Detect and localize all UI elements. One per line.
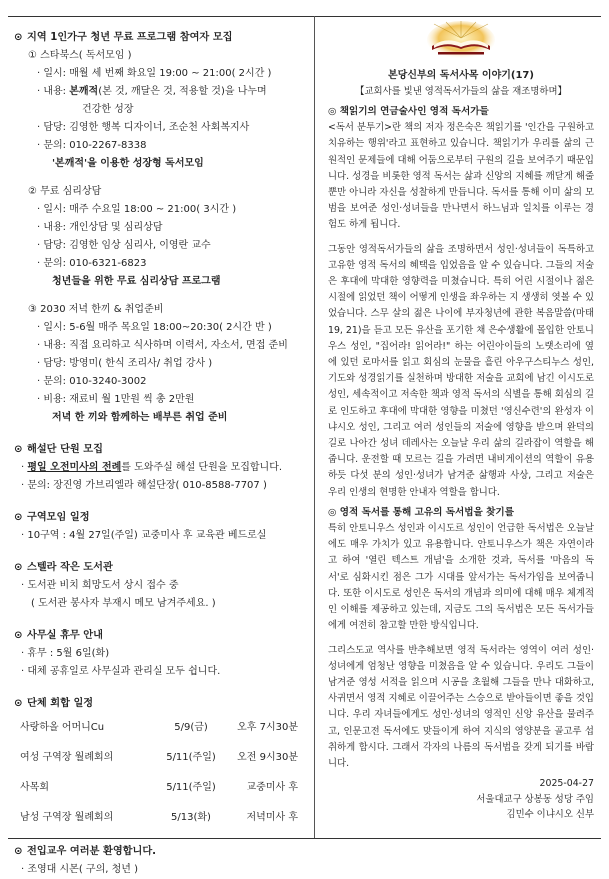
program-2-slogan: 청년들을 위한 무료 심리상담 프로그램 [52, 276, 221, 287]
meeting-time: 오후 7시30분 [237, 722, 298, 733]
section-youth-program-title: ⊙ 지역 1인가구 청년 무료 프로그램 참여자 모집 [14, 32, 233, 43]
meeting-date: 5/9(금) [174, 722, 208, 733]
program-2-time: · 일시: 매주 수요일 18:00 ~ 21:00( 3시간 ) [37, 204, 237, 215]
program-1-time: · 일시: 매월 세 번째 화요일 19:00 ~ 21:00( 2시간 ) [37, 68, 272, 79]
signature-date: 2025-04-27 [539, 778, 594, 790]
program-2-name: ② 무료 심리상담 [28, 186, 102, 197]
signature-block [328, 776, 594, 823]
column-subtitle: 【교회사를 빛낸 영적독서가들의 삶을 재조명하며】 [355, 86, 567, 97]
program-1-contact: · 문의: 010-2267-8338 [37, 140, 147, 151]
meeting-date: 5/11(주일) [166, 752, 216, 763]
meeting-name: 여성 구역장 월례회의 [20, 752, 114, 763]
program-1-name: ① 스타북스( 독서모임 ) [28, 50, 132, 61]
signature-church: 서울대교구 상봉동 성당 주임 [476, 793, 594, 805]
meeting-time: 교중미사 후 [246, 782, 298, 793]
program-1-slogan: '본깨적'을 이용한 성장형 독서모임 [52, 158, 204, 169]
section-office-closed-title: ⊙ 사무실 휴무 안내 [14, 630, 103, 641]
column-heading-2: ◎ 영적 독서를 통해 고유의 독서법을 찾기를 [328, 506, 514, 518]
column-paragraph-1: <독서 분투기>란 책의 저자 정은숙은 책읽기를 '인간을 구원하고 치유하는 행위'라고 표현하고 있습니다. 책읽기가 우리를 삶의 근원적인 문제들에 대해 어둠으로부터 구원의 길을 보여주기 때문입니다. 성경을 비롯한 영적 독서는 삶과 신앙의 지혜를 깨닫게 해줄 뿐만 아니라 자신을 성찰하게 만듭니다. 독서를 통해 이미 삶의 모범을 보여준 성인·성녀들을 만나면서 하느님과 일치를 이루는 경험도 하게 됩니다. [328, 122, 594, 231]
signature-author: 김민수 이냐시오 신부 [506, 809, 594, 821]
commentator-line-1: · 평일 오전미사의 전례를 도와주실 해설 단원을 모집합니다. [21, 462, 283, 473]
program-2-content: · 내용: 개인상담 및 심리상담 [37, 222, 163, 233]
commentator-contact: · 문의: 장진영 가브리엘라 해설단장( 010-8588-7707 ) [21, 480, 267, 491]
program-3-slogan: 저녁 한 끼와 함께하는 배부른 취업 준비 [52, 412, 228, 423]
right-column [328, 20, 594, 823]
program-3-name: ③ 2030 저녁 한끼 & 취업준비 [28, 304, 164, 315]
program-1-content: · 내용: 본깨적(본 것, 깨달은 것, 적용할 것)을 나누며 [37, 86, 267, 97]
table-row [20, 773, 298, 803]
program-3-contact: · 문의: 010-3240-3002 [37, 376, 147, 387]
column-paragraph-4: 그리스도교 역사를 반추해보면 영적 독서라는 영역이 여러 성인·성녀에게 엄청난 영향을 미쳤음을 알 수 있습니다. 우리도 그들이 남겨준 영성 서적을 읽으며 시공을 초월해 그들을 만나 대화하고, 사귀면서 영적 지혜로 이끌어주는 스승으로 받아들이면 좋을 것입니다. 우리 자녀들에게도 성인·성녀의 영적인 신앙 유산을 물려주고, 인문고전 독서에도 맞들이게 하여 지식의 영양분을 골고루 섭취하게 합시다. 그래서 각자의 나름의 독서법을 갖게 되기를 바랍니다. [328, 644, 594, 769]
meeting-name: 사랑하올 어머니Cu [20, 722, 105, 733]
meeting-time: 저녁미사 후 [246, 812, 298, 823]
library-line-1: · 도서관 비치 희망도서 상시 접수 중 [21, 580, 179, 591]
section-district-title: ⊙ 구역모임 일정 [14, 512, 90, 523]
section-library-title: ⊙ 스텔라 작은 도서관 [14, 562, 113, 573]
section-welcome-title: ⊙ 전입교우 여러분 환영합니다. [14, 846, 157, 857]
section-meetings-title: ⊙ 단체 회합 일정 [14, 698, 94, 709]
meeting-date: 5/13(화) [171, 812, 211, 823]
program-3-cost: · 비용: 재료비 월 1만원 씩 총 2만원 [37, 394, 195, 405]
table-row [20, 803, 298, 833]
meeting-date: 5/11(주일) [166, 782, 216, 793]
program-2-lead: · 담당: 김영한 임상 심리사, 이영란 교수 [37, 240, 211, 251]
column-title: 본당신부의 독서사목 이야기(17) [388, 70, 534, 81]
office-closed-line-2: · 대체 공휴일로 사무실과 관리실 모두 쉽니다. [21, 666, 221, 677]
program-2-contact: · 문의: 010-6321-6823 [37, 258, 147, 269]
table-row [20, 743, 298, 773]
district-line-1: · 10구역 : 4월 27일(주일) 교중미사 후 교육관 베드로실 [21, 530, 267, 541]
welcome-line-1: · 조영대 시몬( 구의, 청년 ) [21, 864, 138, 875]
program-3-time: · 일시: 5-6월 매주 목요일 18:00~20:30( 2시간 반 ) [37, 322, 272, 333]
column-heading-1: ◎ 책읽기의 연금술사인 영적 독서가들 [328, 106, 489, 117]
library-line-2: ( 도서관 봉사자 부재시 메모 남겨주세요. ) [31, 598, 216, 609]
top-rule [8, 16, 601, 17]
office-closed-line-1: · 휴무 : 5월 6일(화) [21, 648, 110, 659]
column-paragraph-3: 특히 안토니우스 성인과 이시도르 성인이 언급한 독서법은 오늘날에도 매우 가치가 있고 유용합니다. 안토니우스가 책은 자연이라고 하여 '열린 텍스트 개념'을 소개한 것과, 독서를 '마음의 독서'로 심화시킨 점은 그가 시대를 앞서가는 독서가임을 보여줍니다. 또한 이시도로 성인은 독서의 개념과 의미에 대해 매우 체계적인 이해를 제공하고 있는데, 지금도 그의 독서법은 모든 독서가들에게 여전히 참고할 만한 방식입니다. [328, 523, 594, 632]
meeting-schedule-table [20, 713, 298, 833]
column-divider [314, 16, 315, 838]
program-1-lead: · 담당: 김영한 행복 디자이너, 조순천 사회복지사 [37, 122, 250, 133]
meeting-name: 남성 구역장 월례회의 [20, 812, 114, 823]
column-paragraph-2: 그동안 영적독서가들의 삶을 조명하면서 성인·성녀들이 독특하고 고유한 영적 독서의 혜택을 입었음을 알 수 있습니다. 그들의 저술은 후대에 막대한 영향력을 미쳤습니다. 특히 어린 시절이나 젊은 시절에 읽었던 책이 어떻게 인생을 좌우하는 지 생생히 엿볼 수 있었습니다. 스무 살의 젊은 나이에 부자청년에 관한 복음말씀(마태19, 21)을 듣고 모든 유산을 포기한 채 은수생활에 몰입한 안토니우스 성인, "집어라! 읽어라!" 하는 어린아이들의 노랫소리에 옆에 있던 로마서를 읽고 회심의 눈물을 흘린 아우구스티누스 성인, 기도와 성경읽기를 실천하며 방대한 저술을 교회에 남긴 이시도로 성인, 세속적이고 저속한 책과 영적 독서의 식별을 통해 회심의 길로 인도하고 후대에 막대한 영향을 미쳤던 '영신수련'의 완성자 이냐시오 성인, 그리고 여러 성인들의 저술에 영향을 받으며 완덕의 길로 나아간 성녀 데레사는 오늘날 우리 삶의 길라잡이 역할을 해 줍니다. 운전할 때 모르는 길을 가려면 내비게이션의 역할이 유용하듯 다섯 분의 성인·성녀가 남겨준 삶행과 사상, 그리고 저술은 우리 인생의 현명한 안내자 역할을 합니다. [328, 243, 594, 498]
meeting-name: 사목회 [20, 782, 49, 793]
left-column [14, 29, 306, 879]
section-commentator-title: ⊙ 해설단 단원 모집 [14, 444, 103, 455]
program-3-lead: · 담당: 방영미( 한식 조리사/ 취업 강사 ) [37, 358, 213, 369]
meeting-time: 오전 9시30분 [237, 752, 298, 763]
program-1-content-cont: 건강한 성장 [82, 104, 134, 115]
table-row [20, 713, 298, 743]
open-book-icon [424, 20, 498, 60]
program-3-content: · 내용: 직접 요리하고 식사하며 이력서, 자소서, 면접 준비 [37, 340, 288, 351]
